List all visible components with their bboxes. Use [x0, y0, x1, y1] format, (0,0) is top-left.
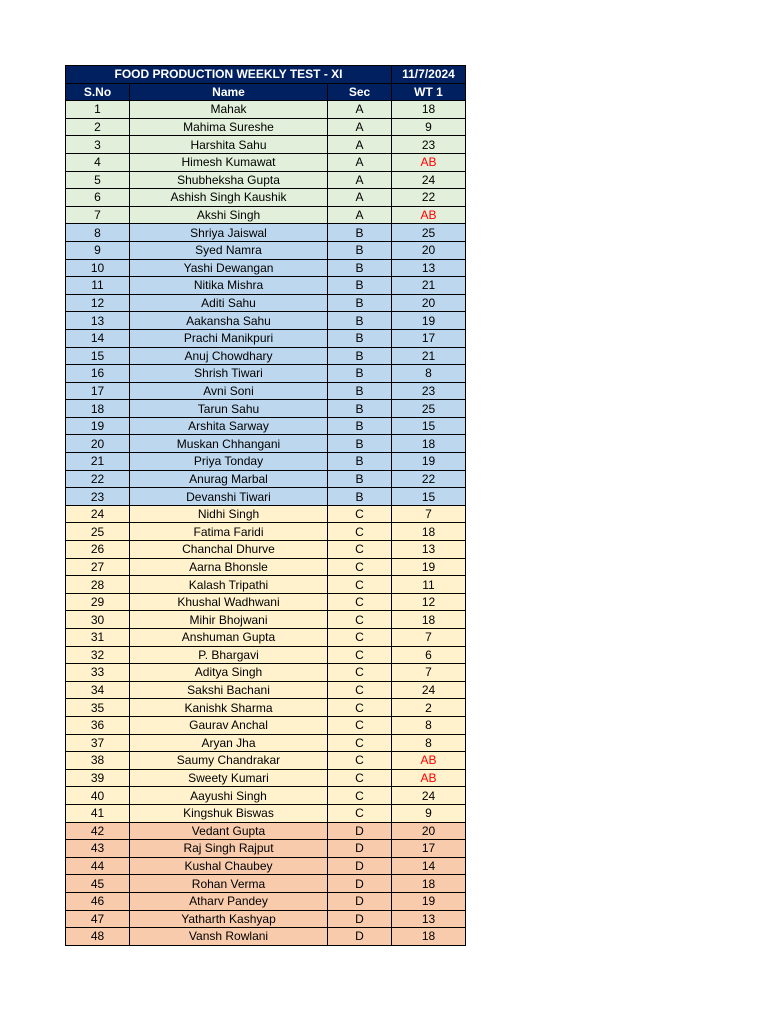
- score-cell: 11: [392, 576, 466, 594]
- name-cell: Himesh Kumawat: [130, 153, 328, 171]
- table-row: [66, 541, 466, 559]
- score-cell: 15: [392, 488, 466, 506]
- section-cell: C: [328, 769, 392, 787]
- name-cell: Kanishk Sharma: [130, 699, 328, 717]
- section-cell: B: [328, 382, 392, 400]
- score-cell: 21: [392, 277, 466, 295]
- score-cell: 18: [392, 435, 466, 453]
- sno-cell: 15: [66, 347, 130, 365]
- sno-cell: 13: [66, 312, 130, 330]
- section-cell: B: [328, 277, 392, 295]
- table-row: [66, 928, 466, 946]
- section-cell: C: [328, 804, 392, 822]
- name-cell: Aakansha Sahu: [130, 312, 328, 330]
- score-cell: 22: [392, 470, 466, 488]
- name-cell: Sakshi Bachani: [130, 681, 328, 699]
- section-cell: B: [328, 312, 392, 330]
- score-cell: 15: [392, 417, 466, 435]
- section-cell: B: [328, 329, 392, 347]
- column-header-row: [66, 83, 466, 101]
- score-cell: 9: [392, 804, 466, 822]
- section-cell: C: [328, 629, 392, 647]
- test-date: 11/7/2024: [392, 66, 466, 84]
- table-row: [66, 734, 466, 752]
- name-cell: Kalash Tripathi: [130, 576, 328, 594]
- section-cell: D: [328, 910, 392, 928]
- section-cell: B: [328, 241, 392, 259]
- name-cell: Chanchal Dhurve: [130, 541, 328, 559]
- name-cell: Rohan Verma: [130, 875, 328, 893]
- section-cell: A: [328, 171, 392, 189]
- column-header-sno: S.No: [66, 83, 130, 101]
- score-cell: 13: [392, 910, 466, 928]
- section-cell: C: [328, 716, 392, 734]
- sno-cell: 18: [66, 400, 130, 418]
- section-cell: A: [328, 206, 392, 224]
- name-cell: Syed Namra: [130, 241, 328, 259]
- sno-cell: 34: [66, 681, 130, 699]
- sno-cell: 24: [66, 505, 130, 523]
- table-row: [66, 699, 466, 717]
- name-cell: Devanshi Tiwari: [130, 488, 328, 506]
- section-cell: D: [328, 928, 392, 946]
- score-cell: 25: [392, 224, 466, 242]
- sno-cell: 43: [66, 840, 130, 858]
- name-cell: Saumy Chandrakar: [130, 752, 328, 770]
- name-cell: Kushal Chaubey: [130, 857, 328, 875]
- table-row: [66, 347, 466, 365]
- score-cell: 14: [392, 857, 466, 875]
- name-cell: Aayushi Singh: [130, 787, 328, 805]
- section-cell: A: [328, 136, 392, 154]
- name-cell: Tarun Sahu: [130, 400, 328, 418]
- sno-cell: 1: [66, 101, 130, 119]
- table-row: [66, 840, 466, 858]
- name-cell: Vansh Rowlani: [130, 928, 328, 946]
- sno-cell: 27: [66, 558, 130, 576]
- table-row: [66, 241, 466, 259]
- section-cell: B: [328, 365, 392, 383]
- name-cell: Atharv Pandey: [130, 892, 328, 910]
- column-header-sec: Sec: [328, 83, 392, 101]
- sno-cell: 16: [66, 365, 130, 383]
- score-cell: 12: [392, 593, 466, 611]
- sno-cell: 11: [66, 277, 130, 295]
- table-row: [66, 505, 466, 523]
- sno-cell: 40: [66, 787, 130, 805]
- sno-cell: 6: [66, 189, 130, 207]
- section-cell: D: [328, 857, 392, 875]
- name-cell: Ashish Singh Kaushik: [130, 189, 328, 207]
- table-row: [66, 277, 466, 295]
- name-cell: Aditi Sahu: [130, 294, 328, 312]
- section-cell: C: [328, 541, 392, 559]
- section-cell: A: [328, 101, 392, 119]
- section-cell: A: [328, 189, 392, 207]
- table-row: [66, 101, 466, 119]
- sno-cell: 31: [66, 629, 130, 647]
- table-row: [66, 136, 466, 154]
- score-cell: 18: [392, 875, 466, 893]
- score-cell: 19: [392, 558, 466, 576]
- name-cell: Shrish Tiwari: [130, 365, 328, 383]
- sno-cell: 20: [66, 435, 130, 453]
- section-cell: B: [328, 417, 392, 435]
- name-cell: Mihir Bhojwani: [130, 611, 328, 629]
- name-cell: Priya Tonday: [130, 453, 328, 471]
- table-row: [66, 206, 466, 224]
- section-cell: B: [328, 435, 392, 453]
- score-cell: AB: [392, 153, 466, 171]
- table-row: [66, 189, 466, 207]
- sno-cell: 37: [66, 734, 130, 752]
- name-cell: Avni Soni: [130, 382, 328, 400]
- table-row: [66, 593, 466, 611]
- sno-cell: 14: [66, 329, 130, 347]
- name-cell: Aarna Bhonsle: [130, 558, 328, 576]
- table-row: [66, 664, 466, 682]
- table-row: [66, 153, 466, 171]
- section-cell: C: [328, 787, 392, 805]
- name-cell: Mahak: [130, 101, 328, 119]
- table-row: [66, 365, 466, 383]
- section-cell: C: [328, 505, 392, 523]
- name-cell: Anshuman Gupta: [130, 629, 328, 647]
- sno-cell: 7: [66, 206, 130, 224]
- sno-cell: 45: [66, 875, 130, 893]
- results-table: [65, 65, 466, 946]
- sno-cell: 4: [66, 153, 130, 171]
- name-cell: P. Bhargavi: [130, 646, 328, 664]
- section-cell: B: [328, 347, 392, 365]
- sheet-title: FOOD PRODUCTION WEEKLY TEST - XI: [66, 66, 392, 84]
- score-cell: 22: [392, 189, 466, 207]
- table-row: [66, 329, 466, 347]
- score-cell: 19: [392, 453, 466, 471]
- sno-cell: 39: [66, 769, 130, 787]
- table-row: [66, 453, 466, 471]
- score-cell: 24: [392, 171, 466, 189]
- name-cell: Anuj Chowdhary: [130, 347, 328, 365]
- table-body: [66, 101, 466, 946]
- sno-cell: 21: [66, 453, 130, 471]
- table-row: [66, 681, 466, 699]
- column-header-name: Name: [130, 83, 328, 101]
- score-cell: 21: [392, 347, 466, 365]
- sno-cell: 30: [66, 611, 130, 629]
- name-cell: Yatharth Kashyap: [130, 910, 328, 928]
- section-cell: A: [328, 153, 392, 171]
- sno-cell: 10: [66, 259, 130, 277]
- table-row: [66, 646, 466, 664]
- table-row: [66, 787, 466, 805]
- score-cell: 20: [392, 294, 466, 312]
- name-cell: Anurag Marbal: [130, 470, 328, 488]
- table-row: [66, 118, 466, 136]
- sno-cell: 42: [66, 822, 130, 840]
- name-cell: Mahima Sureshe: [130, 118, 328, 136]
- title-row: [66, 66, 466, 84]
- sno-cell: 5: [66, 171, 130, 189]
- name-cell: Aryan Jha: [130, 734, 328, 752]
- table-row: [66, 576, 466, 594]
- name-cell: Harshita Sahu: [130, 136, 328, 154]
- score-cell: 24: [392, 787, 466, 805]
- score-cell: 2: [392, 699, 466, 717]
- name-cell: Khushal Wadhwani: [130, 593, 328, 611]
- sno-cell: 9: [66, 241, 130, 259]
- table-row: [66, 312, 466, 330]
- table-row: [66, 769, 466, 787]
- score-cell: 8: [392, 716, 466, 734]
- name-cell: Aditya Singh: [130, 664, 328, 682]
- sno-cell: 32: [66, 646, 130, 664]
- name-cell: Sweety Kumari: [130, 769, 328, 787]
- name-cell: Shubheksha Gupta: [130, 171, 328, 189]
- score-cell: 24: [392, 681, 466, 699]
- table-row: [66, 804, 466, 822]
- section-cell: A: [328, 118, 392, 136]
- score-cell: 23: [392, 382, 466, 400]
- table-row: [66, 875, 466, 893]
- section-cell: C: [328, 523, 392, 541]
- section-cell: B: [328, 453, 392, 471]
- section-cell: C: [328, 611, 392, 629]
- score-cell: 17: [392, 329, 466, 347]
- section-cell: B: [328, 470, 392, 488]
- section-cell: B: [328, 259, 392, 277]
- section-cell: C: [328, 576, 392, 594]
- table-row: [66, 417, 466, 435]
- section-cell: C: [328, 699, 392, 717]
- table-row: [66, 470, 466, 488]
- sno-cell: 19: [66, 417, 130, 435]
- name-cell: Vedant Gupta: [130, 822, 328, 840]
- sno-cell: 8: [66, 224, 130, 242]
- section-cell: C: [328, 664, 392, 682]
- sno-cell: 47: [66, 910, 130, 928]
- score-cell: 7: [392, 505, 466, 523]
- sno-cell: 25: [66, 523, 130, 541]
- table-row: [66, 400, 466, 418]
- section-cell: C: [328, 593, 392, 611]
- section-cell: C: [328, 752, 392, 770]
- score-cell: 18: [392, 523, 466, 541]
- sno-cell: 28: [66, 576, 130, 594]
- name-cell: Raj Singh Rajput: [130, 840, 328, 858]
- name-cell: Yashi Dewangan: [130, 259, 328, 277]
- score-cell: 19: [392, 312, 466, 330]
- table-row: [66, 382, 466, 400]
- section-cell: B: [328, 400, 392, 418]
- sno-cell: 3: [66, 136, 130, 154]
- score-cell: 20: [392, 241, 466, 259]
- sno-cell: 41: [66, 804, 130, 822]
- sno-cell: 48: [66, 928, 130, 946]
- score-cell: 8: [392, 734, 466, 752]
- section-cell: C: [328, 681, 392, 699]
- section-cell: B: [328, 294, 392, 312]
- table-row: [66, 857, 466, 875]
- table-row: [66, 224, 466, 242]
- name-cell: Kingshuk Biswas: [130, 804, 328, 822]
- score-cell: 9: [392, 118, 466, 136]
- table-row: [66, 822, 466, 840]
- name-cell: Prachi Manikpuri: [130, 329, 328, 347]
- name-cell: Arshita Sarway: [130, 417, 328, 435]
- score-cell: AB: [392, 769, 466, 787]
- table-row: [66, 488, 466, 506]
- table-row: [66, 558, 466, 576]
- sno-cell: 46: [66, 892, 130, 910]
- score-cell: 7: [392, 664, 466, 682]
- score-cell: 13: [392, 259, 466, 277]
- score-cell: 13: [392, 541, 466, 559]
- section-cell: C: [328, 646, 392, 664]
- sno-cell: 2: [66, 118, 130, 136]
- name-cell: Muskan Chhangani: [130, 435, 328, 453]
- score-cell: 23: [392, 136, 466, 154]
- table-row: [66, 294, 466, 312]
- score-cell: 18: [392, 101, 466, 119]
- sno-cell: 17: [66, 382, 130, 400]
- name-cell: Nitika Mishra: [130, 277, 328, 295]
- table-row: [66, 910, 466, 928]
- sno-cell: 22: [66, 470, 130, 488]
- sno-cell: 36: [66, 716, 130, 734]
- table-row: [66, 752, 466, 770]
- column-header-wt1: WT 1: [392, 83, 466, 101]
- section-cell: C: [328, 734, 392, 752]
- sno-cell: 29: [66, 593, 130, 611]
- table-row: [66, 629, 466, 647]
- sno-cell: 26: [66, 541, 130, 559]
- score-cell: 18: [392, 611, 466, 629]
- table-row: [66, 892, 466, 910]
- section-cell: D: [328, 892, 392, 910]
- score-cell: 19: [392, 892, 466, 910]
- section-cell: B: [328, 224, 392, 242]
- section-cell: B: [328, 488, 392, 506]
- sno-cell: 23: [66, 488, 130, 506]
- name-cell: Akshi Singh: [130, 206, 328, 224]
- table-row: [66, 435, 466, 453]
- section-cell: D: [328, 822, 392, 840]
- sno-cell: 12: [66, 294, 130, 312]
- score-cell: 17: [392, 840, 466, 858]
- score-cell: 18: [392, 928, 466, 946]
- table-row: [66, 611, 466, 629]
- name-cell: Gaurav Anchal: [130, 716, 328, 734]
- name-cell: Fatima Faridi: [130, 523, 328, 541]
- sno-cell: 33: [66, 664, 130, 682]
- score-cell: 7: [392, 629, 466, 647]
- score-cell: 25: [392, 400, 466, 418]
- table-row: [66, 523, 466, 541]
- sno-cell: 44: [66, 857, 130, 875]
- table-row: [66, 171, 466, 189]
- sno-cell: 35: [66, 699, 130, 717]
- score-cell: AB: [392, 206, 466, 224]
- name-cell: Nidhi Singh: [130, 505, 328, 523]
- score-cell: AB: [392, 752, 466, 770]
- score-cell: 6: [392, 646, 466, 664]
- score-cell: 8: [392, 365, 466, 383]
- section-cell: D: [328, 840, 392, 858]
- table-row: [66, 716, 466, 734]
- score-cell: 20: [392, 822, 466, 840]
- table-row: [66, 259, 466, 277]
- section-cell: C: [328, 558, 392, 576]
- name-cell: Shriya Jaiswal: [130, 224, 328, 242]
- section-cell: D: [328, 875, 392, 893]
- sno-cell: 38: [66, 752, 130, 770]
